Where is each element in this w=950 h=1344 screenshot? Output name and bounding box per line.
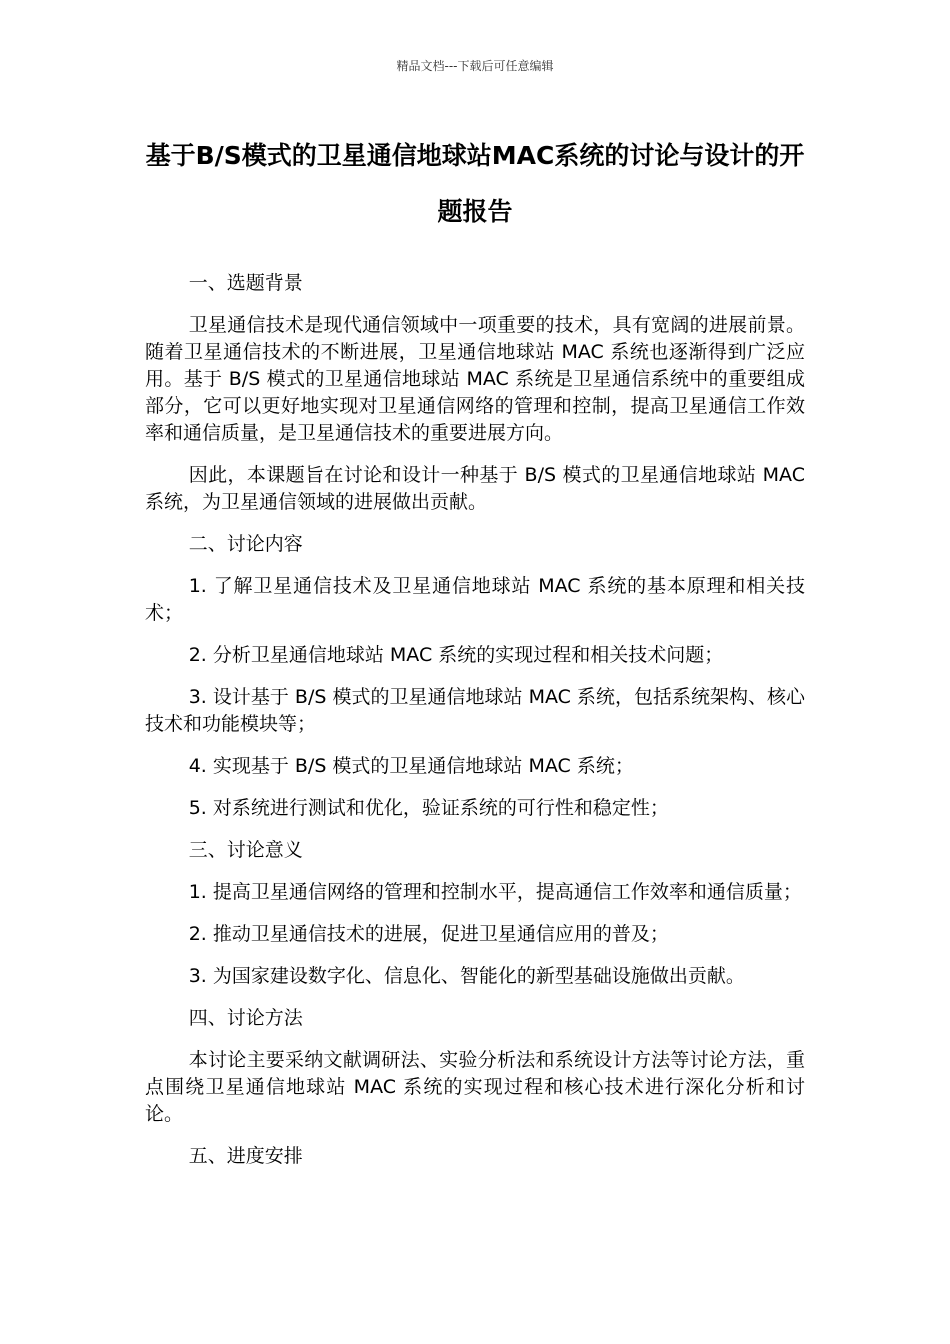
section-heading-significance: 三、讨论意义 bbox=[188, 839, 303, 861]
list-item-content-5: 5. 对系统进行测试和优化，验证系统的可行性和稳定性； bbox=[188, 797, 669, 819]
list-item-content-4: 4. 实现基于 B/S 模式的卫星通信地球站 MAC 系统； bbox=[188, 755, 634, 777]
list-item-content-3: 3. 设计基于 B/S 模式的卫星通信地球站 MAC 系统，包括系统架构、核心技术和功能模块等； bbox=[145, 686, 805, 735]
document-body bbox=[145, 270, 805, 1185]
header-note: 精品文档---下载后可任意编辑 bbox=[396, 59, 554, 73]
list-item-significance-3: 3. 为国家建设数字化、信息化、智能化的新型基础设施做出贡献。 bbox=[188, 965, 745, 987]
section-heading-content: 二、讨论内容 bbox=[188, 533, 303, 555]
section-heading-methods: 四、讨论方法 bbox=[188, 1007, 303, 1029]
section-heading-schedule: 五、进度安排 bbox=[188, 1145, 303, 1167]
section-heading-background: 一、选题背景 bbox=[188, 272, 303, 294]
paragraph-methods: 本讨论主要采纳文献调研法、实验分析法和系统设计方法等讨论方法，重点围绕卫星通信地球站 MAC 系统的实现过程和核心技术进行深化分析和讨论。 bbox=[145, 1049, 805, 1125]
list-item-significance-1: 1. 提高卫星通信网络的管理和控制水平，提高通信工作效率和通信质量； bbox=[188, 881, 802, 903]
list-item-content-2: 2. 分析卫星通信地球站 MAC 系统的实现过程和相关技术问题； bbox=[188, 644, 724, 666]
paragraph-background: 卫星通信技术是现代通信领域中一项重要的技术，具有宽阔的进展前景。随着卫星通信技术的不断进展，卫星通信地球站 MAC 系统也逐渐得到广泛应用。基于 B/S 模式的卫星通信地球站 MAC 系统是卫星通信系统中的重要组成部分，它可以更好地实现对卫星通信网络的管理和控制，提高卫星通信工作效率和通信质量，是卫星通信技术的重要进展方向。 bbox=[145, 314, 805, 444]
list-item-content-1: 1. 了解卫星通信技术及卫星通信地球站 MAC 系统的基本原理和相关技术； bbox=[145, 575, 805, 624]
paragraph-purpose: 因此，本课题旨在讨论和设计一种基于 B/S 模式的卫星通信地球站 MAC 系统，为卫星通信领域的进展做出贡献。 bbox=[145, 464, 805, 513]
list-item-significance-2: 2. 推动卫星通信技术的进展，促进卫星通信应用的普及； bbox=[188, 923, 669, 945]
document-title: 基于B/S模式的卫星通信地球站MAC系统的讨论与设计的开题报告 bbox=[145, 141, 805, 226]
